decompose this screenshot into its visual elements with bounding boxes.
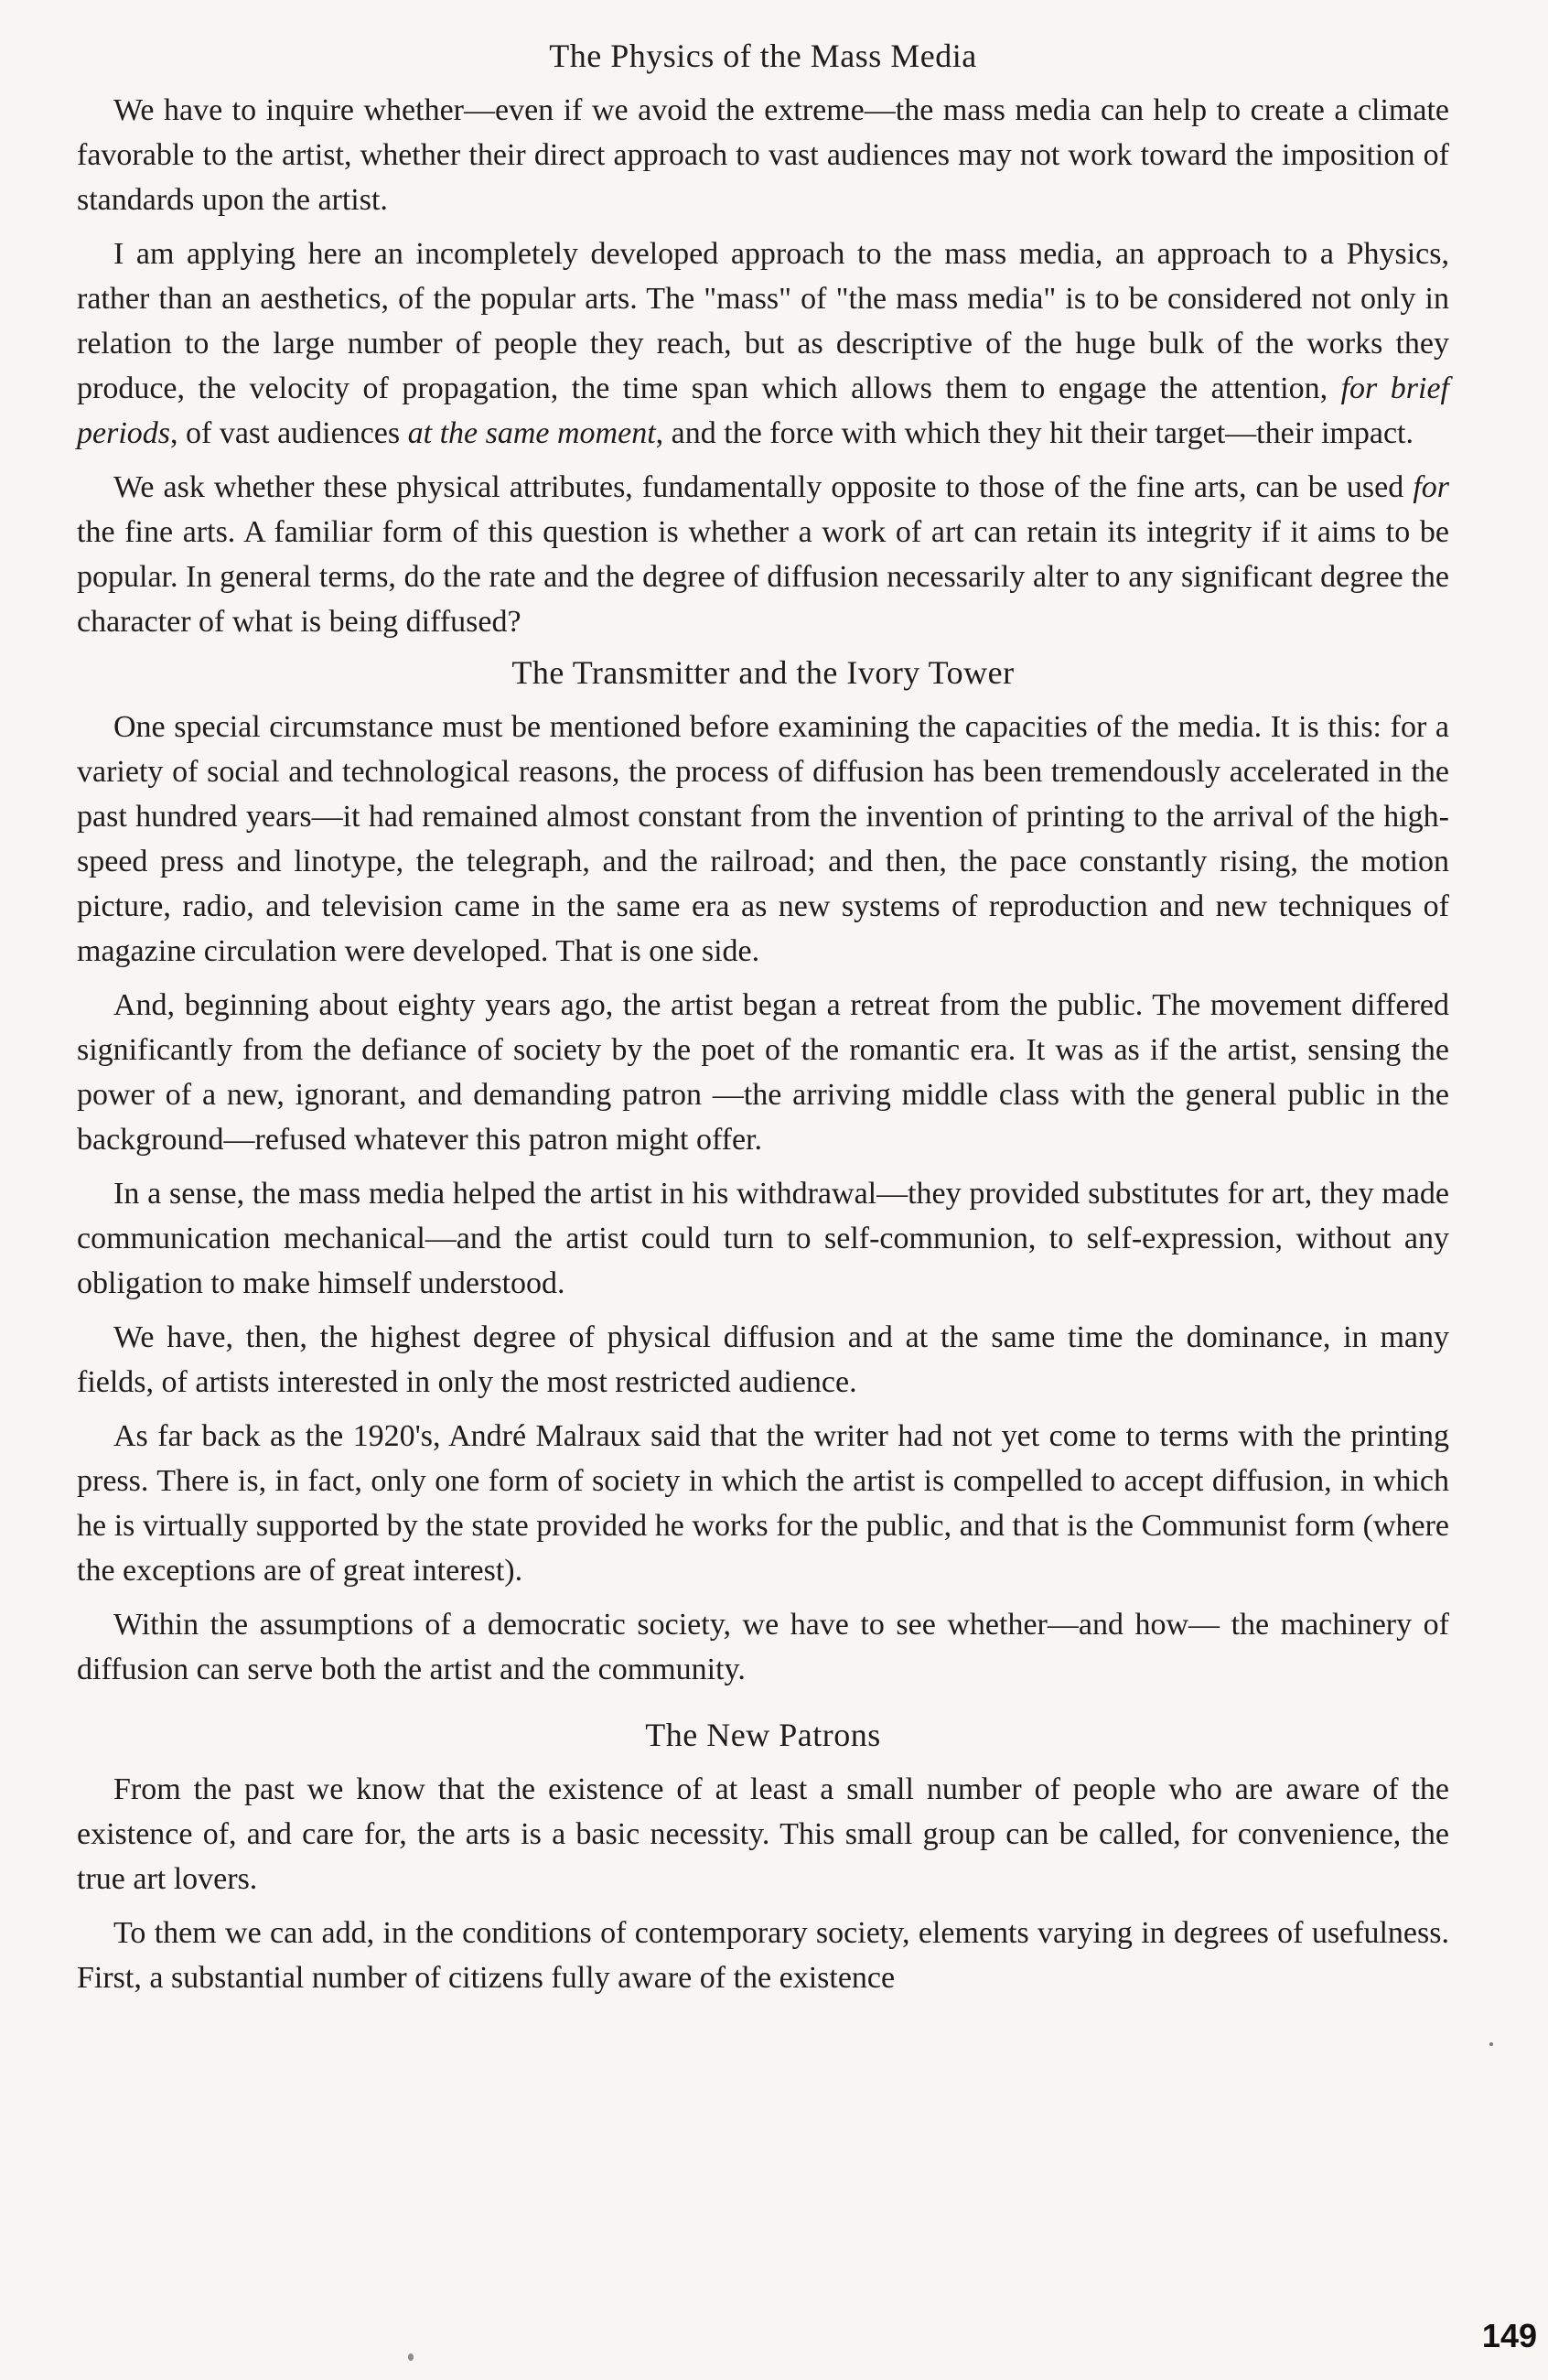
text-run: Within the assumptions of a democratic society, we have to see whether—and how— the machinery of diffusion can serve both the artist and the community.	[77, 1608, 1449, 1686]
page-number: 149	[1481, 2317, 1537, 2354]
text-run: I am applying here an incompletely developed approach to the mass media, an approach to a Physics, rather than an aesthetics, of the popular arts. The "mass" of "the mass media" is to be considered not only in relation to the large number of people they reach, but as descriptive of the huge bulk of the works they produce, the velocity of propagation, the time span which allows them to engage the attention,	[77, 237, 1449, 405]
section-heading-new-patrons: The New Patrons	[645, 1717, 881, 1753]
paragraph	[77, 465, 1449, 644]
italic-text-run: for brief periods	[77, 372, 1449, 450]
print-speck	[408, 2353, 414, 2361]
paragraph	[77, 232, 1449, 456]
text-run: , of vast audiences	[170, 416, 408, 450]
paragraph	[77, 1767, 1449, 1901]
print-dot	[1489, 2042, 1493, 2046]
text-run: In a sense, the mass media helped the artist in his withdrawal—they provided substitutes for art, they made communication mechanical—and the artist could turn to self-communion, to self-expression, without any obligation to make himself understood.	[77, 1177, 1449, 1300]
text-run: We ask whether these physical attributes, fundamentally opposite to those of the fine arts, can be used	[113, 470, 1414, 504]
text-run: , and the force with which they hit their target—their impact.	[655, 416, 1414, 450]
text-run: We have, then, the highest degree of physical diffusion and at the same time the dominance, in many fields, of artists interested in only the most restricted audience.	[77, 1320, 1449, 1399]
paragraph	[77, 1315, 1449, 1405]
italic-text-run: for	[1413, 470, 1449, 504]
text-run: As far back as the 1920's, André Malraux said that the writer had not yet come to terms with the printing press. There is, in fact, only one form of society in which the artist is compelled to accept diffusion, in which he is virtually supported by the state provided he works for the public, and that is the Communist form (where the exceptions are of great interest).	[77, 1419, 1449, 1588]
paragraph	[77, 705, 1449, 974]
text-run: And, beginning about eighty years ago, the artist began a retreat from the public. The movement differed significantly from the defiance of society by the poet of the romantic era. It was as if the artist, sensing the power of a new, ignorant, and demanding patron —the arriving middle class with the general public in the background—refused whatever this patron might offer.	[77, 988, 1449, 1157]
article-body	[77, 37, 1449, 2009]
paragraph	[77, 1602, 1449, 1692]
text-run: One special circumstance must be mentioned before examining the capacities of the media. It is this: for a variety of social and technological reasons, the process of diffusion has been tremendously accelerated in the past hundred years—it had remained almost constant from the invention of printing to the arrival of the high-speed press and linotype, the telegraph, and the railroad; and then, the pace constantly rising, the motion picture, radio, and television came in the same era as new systems of reproduction and new techniques of magazine circulation were developed. That is one side.	[77, 710, 1449, 968]
text-run: From the past we know that the existence of at least a small number of people who are aware of the existence of, and care for, the arts is a basic necessity. This small group can be called, for convenience, the true art lovers.	[77, 1772, 1449, 1896]
text-run: We have to inquire whether—even if we avoid the extreme—the mass media can help to create a climate favorable to the artist, whether their direct approach to vast audiences may not work toward the imposition of standards upon the artist.	[77, 93, 1449, 217]
section-heading-physics: The Physics of the Mass Media	[549, 38, 977, 74]
paragraph	[77, 88, 1449, 222]
text-run: To them we can add, in the conditions of contemporary society, elements varying in degrees of usefulness. First, a substantial number of citizens fully aware of the existence	[77, 1916, 1449, 1995]
italic-text-run: at the same moment	[407, 416, 656, 450]
text-run: the fine arts. A familiar form of this question is whether a work of art can retain its integrity if it aims to be popular. In general terms, do the rate and the degree of diffusion necessarily alter to any significant degree the character of what is being diffused?	[77, 515, 1449, 639]
paragraph	[77, 1171, 1449, 1306]
paragraph	[77, 1911, 1449, 2000]
section-heading-transmitter: The Transmitter and the Ivory Tower	[511, 654, 1015, 691]
paragraph	[77, 983, 1449, 1162]
paragraph	[77, 1414, 1449, 1593]
